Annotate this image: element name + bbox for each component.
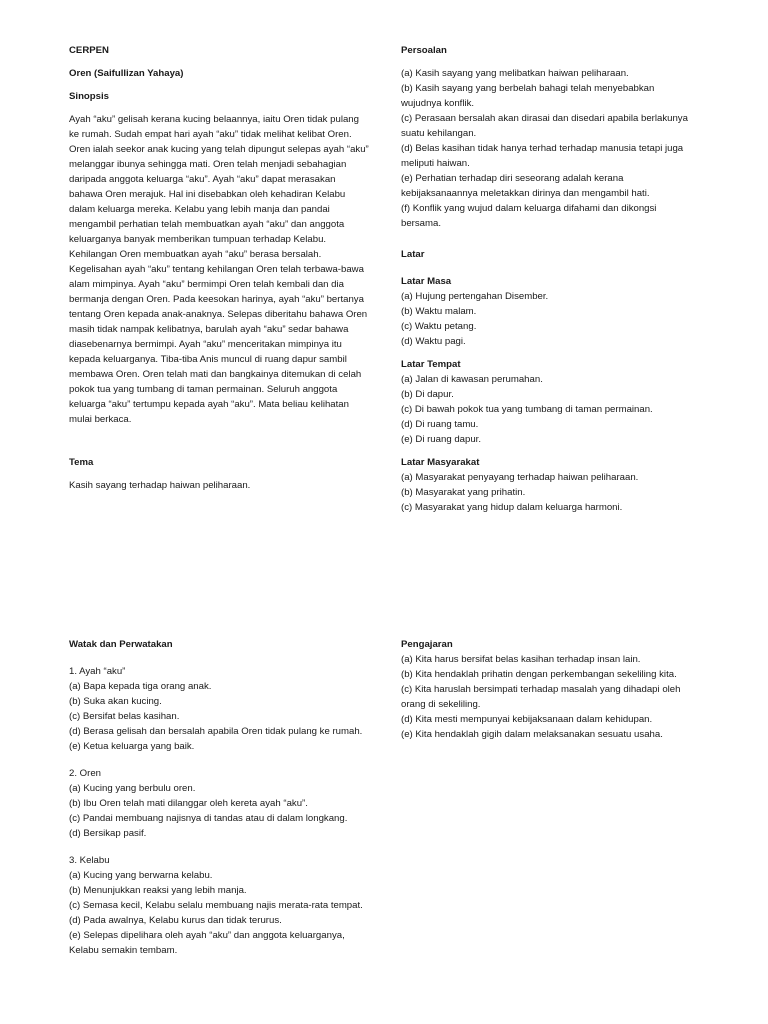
list-item: (c) Semasa kecil, Kelabu selalu membuang najis merata-rata tempat.	[69, 900, 363, 911]
list-item: (c) Masyarakat yang hidup dalam keluarga harmoni.	[401, 502, 623, 513]
latar-masyarakat-list	[401, 470, 691, 515]
character-traits	[69, 868, 369, 958]
character-name: 1. Ayah “aku”	[69, 666, 126, 677]
list-item: (b) Kasih sayang yang berbelah bahagi telah menyebabkan wujudnya konflik.	[401, 83, 655, 109]
list-item: (a) Kucing yang berwarna kelabu.	[69, 870, 213, 881]
list-item: (d) Kita mesti mempunyai kebijaksanaan dalam kehidupan.	[401, 714, 653, 725]
list-item: (c) Bersifat belas kasihan.	[69, 711, 180, 722]
list-item: (b) Ibu Oren telah mati dilanggar oleh kereta ayah “aku”.	[69, 798, 308, 809]
list-item: (d) Belas kasihan tidak hanya terhad terhadap manusia tetapi juga meliputi haiwan.	[401, 143, 684, 169]
list-item: (e) Perhatian terhadap diri seseorang adalah kerana kebijaksanaannya meletakkan dirinya dan mengambil hati.	[401, 173, 650, 199]
list-item: (c) Waktu petang.	[401, 321, 477, 332]
latar-masyarakat-heading: Latar Masyarakat	[401, 457, 480, 468]
persoalan-list	[401, 66, 691, 231]
list-item: (d) Waktu pagi.	[401, 336, 466, 347]
list-item: (b) Masyarakat yang prihatin.	[401, 487, 526, 498]
left-top-section	[69, 43, 369, 493]
latar-heading: Latar	[401, 249, 425, 260]
list-item: (c) Pandai membuang najisnya di tandas atau di dalam longkang.	[69, 813, 348, 824]
list-item: (a) Masyarakat penyayang terhadap haiwan peliharaan.	[401, 472, 639, 483]
list-item: (c) Perasaan bersalah akan dirasai dan disedari apabila berlakunya suatu kehilangan.	[401, 113, 688, 139]
list-item: (b) Di dapur.	[401, 389, 454, 400]
right-bottom-section	[401, 637, 691, 742]
pengajaran-heading: Pengajaran	[401, 639, 453, 650]
character-traits	[69, 781, 369, 841]
list-item: (c) Di bawah pokok tua yang tumbang di taman permainan.	[401, 404, 653, 415]
latar-masa-list	[401, 289, 691, 349]
pengajaran-list	[401, 652, 691, 742]
character-name: 2. Oren	[69, 768, 101, 779]
list-item: (b) Menunjukkan reaksi yang lebih manja.	[69, 885, 247, 896]
list-item: (a) Jalan di kawasan perumahan.	[401, 374, 543, 385]
sinopsis-text: Ayah “aku” gelisah kerana kucing belaannya, iaitu Oren tidak pulang ke rumah. Sudah empat hari ayah “aku” tidak melihat kelibat Oren. Oren ialah seekor anak kucing yang telah dipungut selepas ayah “aku” melanggar ibunya sehingga mati. Oren telah menjadi sebahagian daripada anggota keluarga “aku”. Ayah “aku” dapat merasakan bahawa Oren merajuk. Hal ini disebabkan oleh kehadiran Kelabu dalam keluarga mereka. Kelabu yang lebih manja dan pandai mengambil perhatian telah membuatkan ayah “aku” dan anggota keluarganya banyak memberikan tumpuan terhadap Kelabu. Kehilangan Oren membuatkan ayah “aku” berasa bersalah. Kegelisahan ayah “aku” tentang kehilangan Oren telah terbawa-bawa alam mimpinya. Ayah “aku” bermimpi Oren telah kembali dan dia bermanja dengan Oren. Pada keesokan harinya, ayah “aku” bertanya tentang Oren kepada anak-anaknya. Selepas diberitahu bahawa Oren masih tidak nampak kelibatnya, barulah ayah “aku” sedar bahawa diasebenarnya bermimpi. Ayah “aku” menceritakan mimpinya itu kepada keluarganya. Tiba-tiba Anis muncul di ruang dapur sambil membawa Oren. Oren telah mati dan bangkainya ditemukan di celah pokok tua yang tumbang di taman permainan. Seluruh anggota keluarga “aku” tertumpu kepada ayah “aku”. Mata beliau kelihatan mulai berkaca.	[69, 114, 369, 425]
character-traits	[69, 679, 369, 754]
list-item: (a) Kasih sayang yang melibatkan haiwan peliharaan.	[401, 68, 629, 79]
list-item: (d) Bersikap pasif.	[69, 828, 147, 839]
list-item: (b) Waktu malam.	[401, 306, 477, 317]
list-item: (d) Di ruang tamu.	[401, 419, 479, 430]
list-item: (d) Berasa gelisah dan bersalah apabila Oren tidak pulang ke rumah.	[69, 726, 363, 737]
list-item: (e) Di ruang dapur.	[401, 434, 481, 445]
latar-tempat-heading: Latar Tempat	[401, 359, 461, 370]
latar-tempat-list	[401, 372, 691, 447]
persoalan-heading: Persoalan	[401, 45, 447, 56]
list-item: (a) Bapa kepada tiga orang anak.	[69, 681, 212, 692]
list-item: (f) Konflik yang wujud dalam keluarga difahami dan dikongsi bersama.	[401, 203, 657, 229]
list-item: (e) Kita hendaklah gigih dalam melaksanakan sesuatu usaha.	[401, 729, 663, 740]
latar-masa-heading: Latar Masa	[401, 276, 452, 287]
watak-heading: Watak dan Perwatakan	[69, 639, 173, 650]
left-bottom-section	[69, 637, 369, 958]
right-top-section	[401, 43, 691, 515]
list-item: (b) Suka akan kucing.	[69, 696, 162, 707]
sinopsis-heading: Sinopsis	[69, 91, 109, 102]
list-item: (a) Kita harus bersifat belas kasihan terhadap insan lain.	[401, 654, 641, 665]
list-item: (b) Kita hendaklah prihatin dengan perkembangan sekeliling kita.	[401, 669, 677, 680]
tema-heading: Tema	[69, 457, 94, 468]
tema-text: Kasih sayang terhadap haiwan peliharaan.	[69, 480, 251, 491]
list-item: (d) Pada awalnya, Kelabu kurus dan tidak terurus.	[69, 915, 282, 926]
character-name: 3. Kelabu	[69, 855, 110, 866]
list-item: (c) Kita haruslah bersimpati terhadap masalah yang dihadapi oleh orang di sekeliling.	[401, 684, 681, 710]
list-item: (a) Hujung pertengahan Disember.	[401, 291, 549, 302]
list-item: (e) Selepas dipelihara oleh ayah “aku” dan anggota keluarganya, Kelabu semakin tembam.	[69, 930, 345, 956]
list-item: (a) Kucing yang berbulu oren.	[69, 783, 196, 794]
cerpen-label: CERPEN	[69, 45, 109, 56]
story-title: Oren (Saifullizan Yahaya)	[69, 68, 184, 79]
list-item: (e) Ketua keluarga yang baik.	[69, 741, 195, 752]
